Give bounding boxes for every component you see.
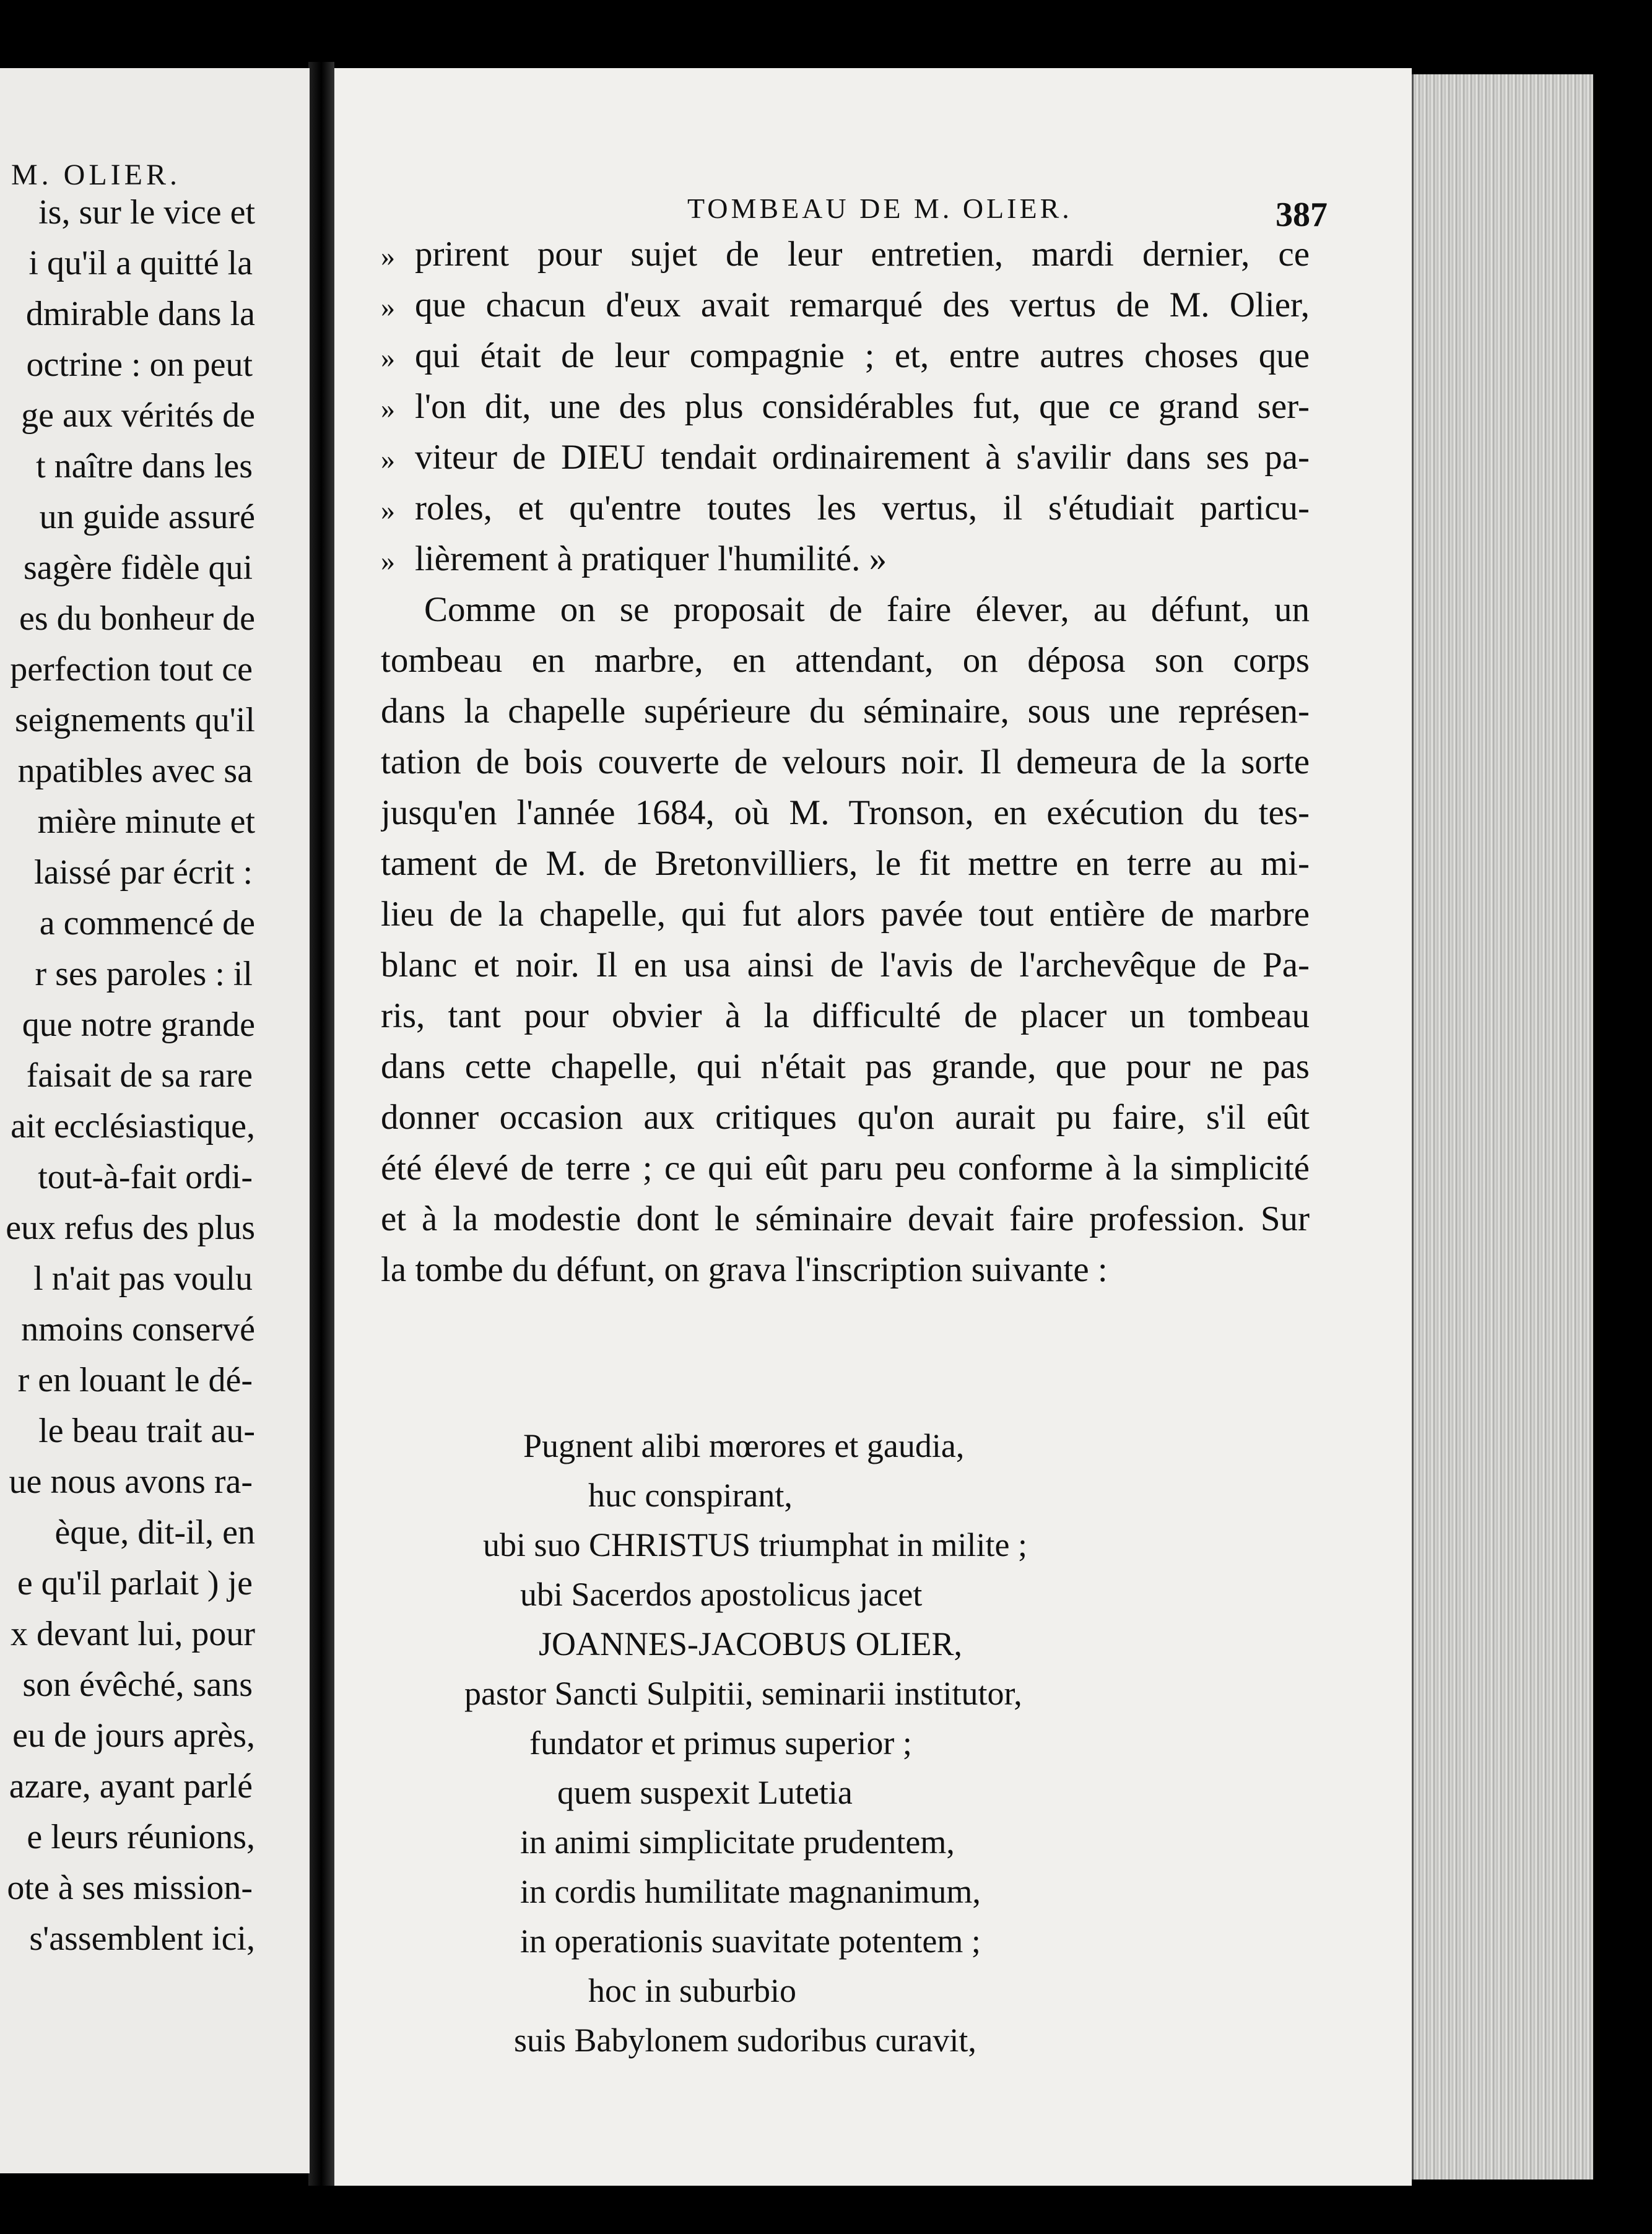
left-text-line: es du bonheur de [19,599,255,638]
left-text-line: eu de jours après, [12,1716,255,1755]
body-text [381,229,1310,1295]
inscription-line: ubi suo CHRISTUS triumphat in milite ; [483,1526,1028,1563]
inscription [334,1421,1325,2065]
left-text-line: laissé par écrit : [34,853,253,892]
paragraph-line: lieu de la chapelle, qui fut alors pavée tout entière de marbre [381,895,1310,934]
left-text-line: dmirable dans la [25,295,255,333]
inscription-line: in cordis humilitate magnanimum, [520,1873,981,1910]
inscription-line: quem suspexit Lutetia [557,1774,853,1811]
inscription-line: fundator et primus superior ; [529,1724,912,1762]
left-text-line: x devant lui, pour [10,1615,255,1653]
quoted-line [381,280,1310,331]
left-running-head: M. OLIER. [11,159,181,191]
paragraph-line: ris, tant pour obvier à la difficulté de placer un tombeau [381,996,1310,1035]
left-text-line: r en louant le dé- [17,1361,253,1399]
quoted-line [381,432,1310,483]
page-edges [1412,74,1593,2180]
quote-mark: » [381,494,395,526]
left-text-line: ge aux vérités de [21,396,255,435]
left-text-line: seignements qu'il [14,701,255,739]
quoted-line [381,381,1310,432]
left-text-line: eux refus des plus [6,1209,255,1247]
quoted-line [381,331,1310,381]
inscription-line: suis Babylonem sudoribus curavit, [514,2022,976,2059]
left-text-line: l n'ait pas voulu [33,1259,253,1298]
quoted-line-text: lièrement à pratiquer l'humilité. » [415,539,887,578]
left-text-line: sagère fidèle qui [23,549,253,587]
paragraph-line: blanc et noir. Il en usa ainsi de l'avis de l'archevêque de Pa- [381,945,1310,984]
book-spine [308,62,334,2186]
left-text-line: le beau trait au- [38,1412,255,1450]
inscription-line: in animi simplicitate prudentem, [520,1823,955,1861]
left-text-line: un guide assuré [39,498,255,536]
quote-mark: » [381,342,395,373]
left-text-line: ait ecclésiastique, [11,1107,255,1145]
left-text-line: tout-à-fait ordi- [38,1158,253,1196]
quoted-line [381,483,1310,534]
quoted-line-text: que chacun d'eux avait remarqué des vertus de M. Olier, [415,285,1310,324]
paragraph-line: donner occasion aux critiques qu'on aurait pu faire, s'il eût [381,1098,1310,1137]
left-text-line: ue nous avons ra- [9,1463,253,1501]
inscription-line: pastor Sancti Sulpitii, seminarii institutor, [464,1675,1022,1712]
left-text-line: a commencé de [39,904,255,942]
left-text-line: r ses paroles : il [35,955,253,993]
page-number: 387 [1276,196,1328,234]
quoted-line-text: l'on dit, une des plus considérables fut, que ce grand ser- [415,387,1310,426]
paragraph-line: et à la modestie dont le séminaire devait faire profession. Sur [381,1199,1310,1238]
paragraph-line: jusqu'en l'année 1684, où M. Tronson, en exécution du tes- [381,793,1310,832]
left-facing-page [0,68,310,2173]
main-page [334,68,1412,2186]
left-text-line: mière minute et [37,802,255,841]
quote-mark: » [381,393,395,424]
inscription-line: Pugnent alibi mœrores et gaudia, [523,1427,965,1464]
quote-mark: » [381,240,395,272]
inscription-line: hoc in suburbio [588,1972,796,2009]
paragraph-line: tament de M. de Bretonvilliers, le fit mettre en terre au mi- [381,844,1310,883]
quote-mark: » [381,443,395,475]
left-text-line: nmoins conservé [21,1310,255,1349]
left-text-line: i qu'il a quitté la [28,244,253,282]
paragraph-line: tation de bois couverte de velours noir. Il demeura de la sorte [381,742,1310,781]
left-text-line: s'assemblent ici, [29,1919,255,1958]
paragraph-line: tombeau en marbre, en attendant, on déposa son corps [381,641,1310,680]
paragraph-line: Comme on se proposait de faire élever, au défunt, un [424,590,1310,629]
left-text-line: e qu'il parlait ) je [17,1564,253,1602]
quoted-line-text: prirent pour sujet de leur entretien, mardi dernier, ce [415,235,1310,274]
left-text-line: is, sur le vice et [38,193,255,232]
paragraph [381,585,1310,1295]
left-text-line: faisait de sa rare [26,1056,253,1095]
inscription-line: huc conspirant, [588,1477,793,1514]
left-text-line: son évêché, sans [22,1666,253,1704]
inscription-line: ubi Sacerdos apostolicus jacet [520,1576,923,1613]
left-text-line: e leurs réunions, [27,1818,255,1856]
left-text-line: que notre grande [22,1006,255,1044]
inscription-line: in operationis suavitate potentem ; [520,1923,981,1960]
quoted-line-text: roles, et qu'entre toutes les vertus, il s'étudiait particu- [415,489,1310,528]
left-text-line: t naître dans les [36,447,253,485]
paragraph-line: été élevé de terre ; ce qui eût paru peu conforme à la simplicité [381,1149,1310,1188]
quoted-passage [381,229,1310,585]
left-text-line: ote à ses mission- [7,1869,253,1907]
quoted-line [381,534,1310,585]
paragraph-line: dans cette chapelle, qui n'était pas grande, que pour ne pas [381,1047,1310,1086]
inscription-line: JOANNES-JACOBUS OLIER, [539,1625,963,1662]
quoted-line-text: viteur de DIEU tendait ordinairement à s'avilir dans ses pa- [415,438,1310,477]
left-text-line: npatibles avec sa [17,752,253,790]
left-text-line: perfection tout ce [10,650,253,689]
left-text-line: azare, ayant parlé [9,1767,253,1806]
quoted-line [381,229,1310,280]
left-text-line: octrine : on peut [26,346,253,384]
quote-mark: » [381,291,395,323]
quote-mark: » [381,545,395,576]
quoted-line-text: qui était de leur compagnie ; et, entre autres choses que [415,336,1310,375]
running-head: TOMBEAU DE M. OLIER. [687,193,1072,224]
left-text-line: èque, dit-il, en [54,1513,255,1552]
paragraph-line: dans la chapelle supérieure du séminaire, sous une représen- [381,692,1310,731]
paragraph-line: la tombe du défunt, on grava l'inscription suivante : [381,1250,1108,1289]
